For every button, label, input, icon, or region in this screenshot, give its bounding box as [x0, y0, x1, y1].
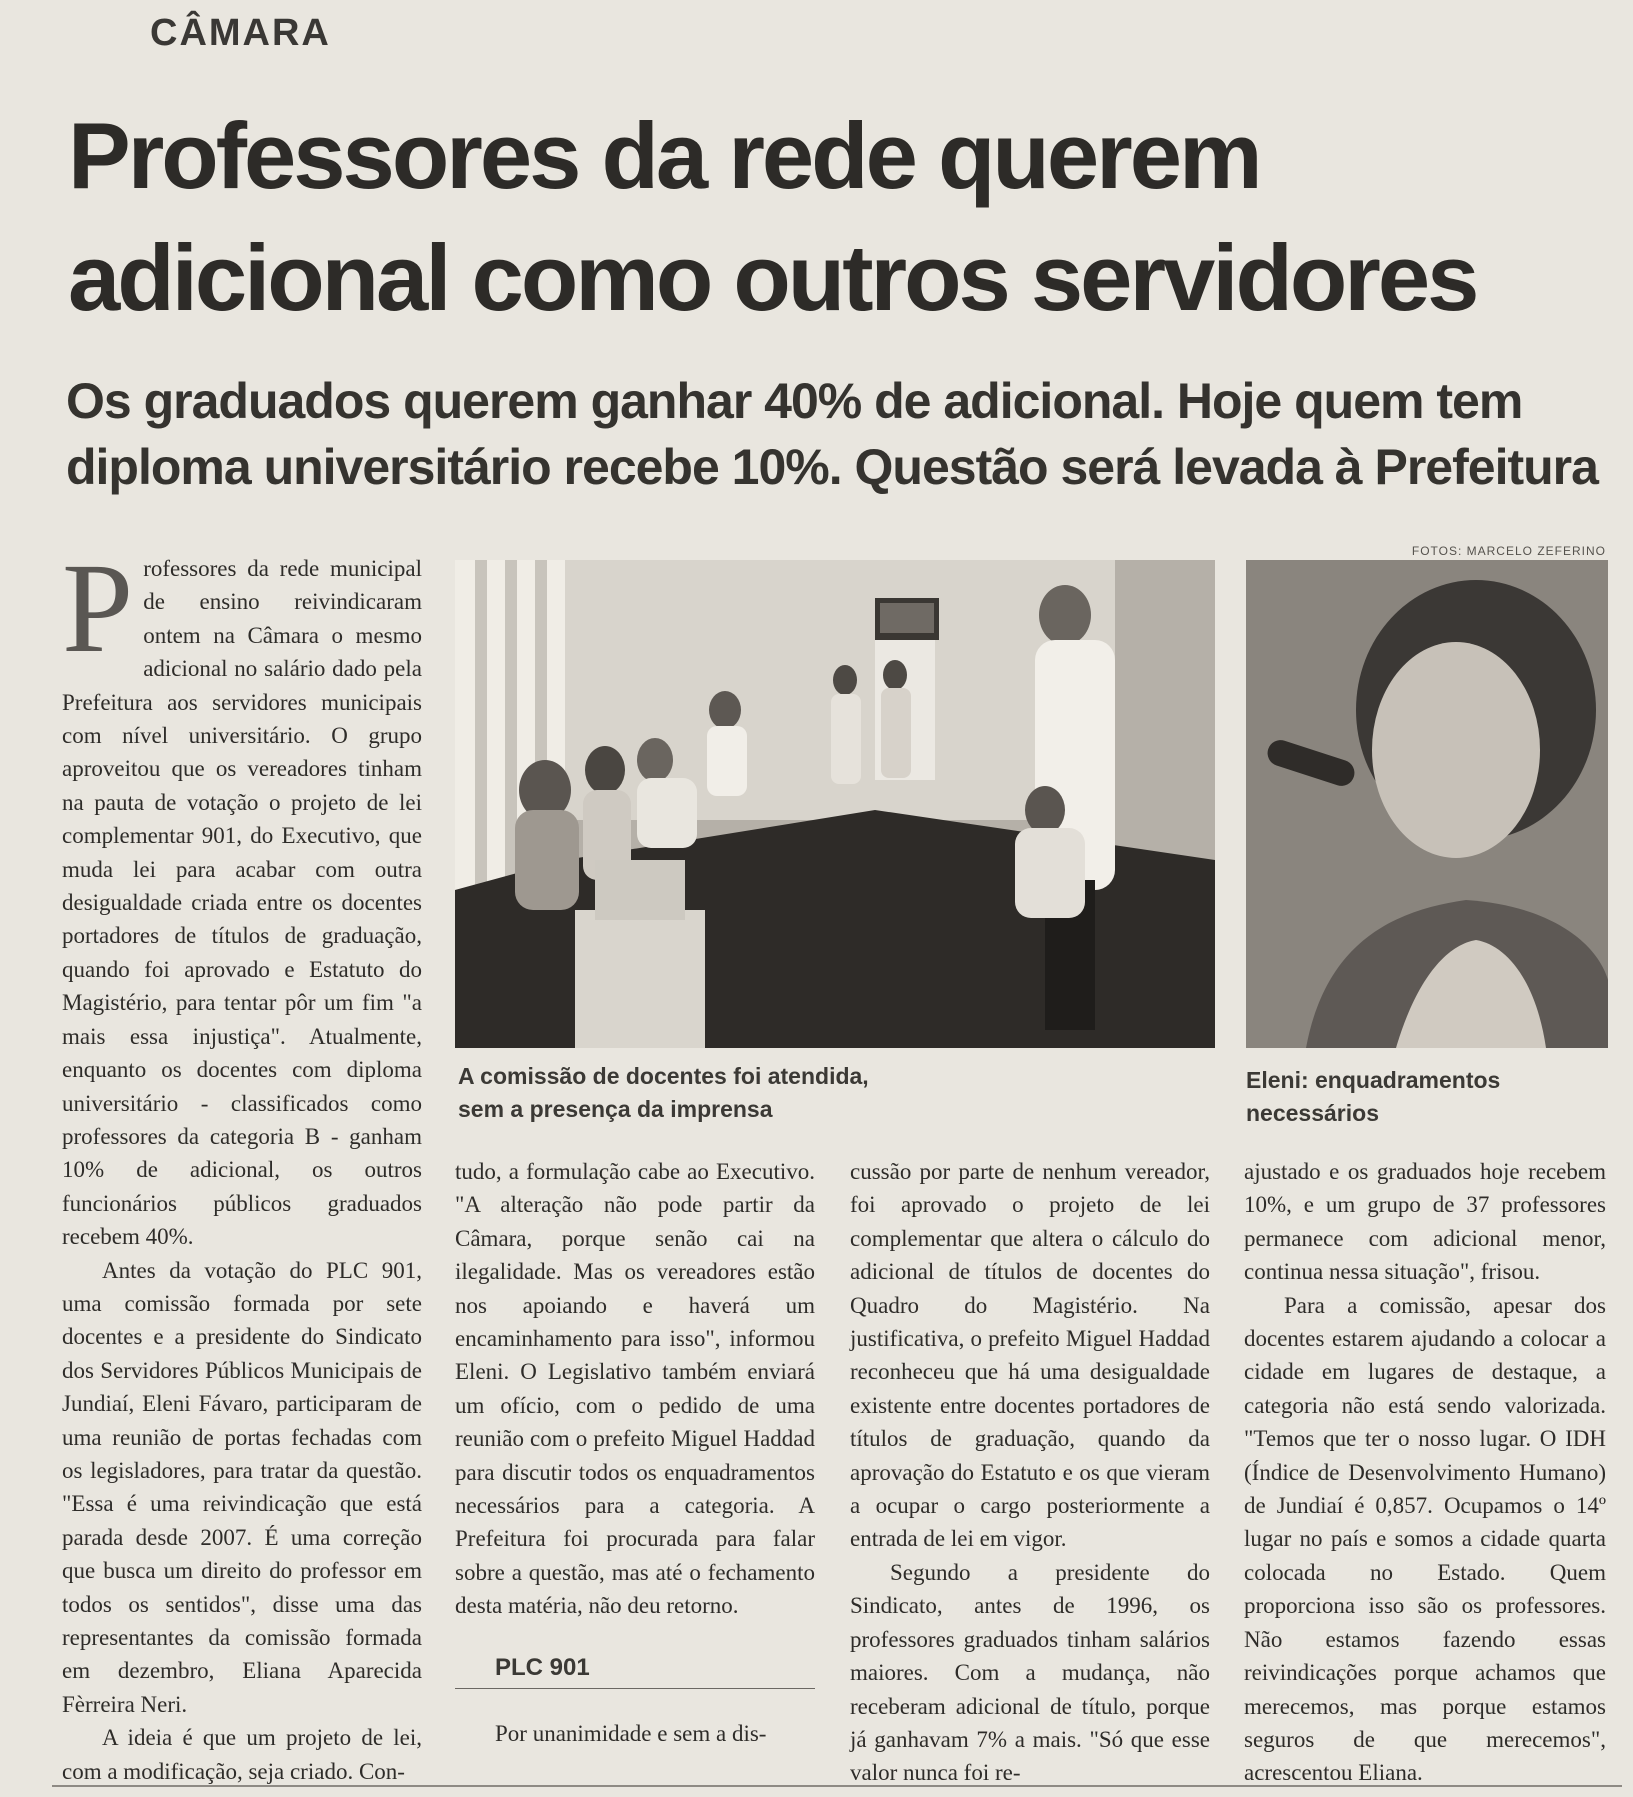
meeting-photo	[455, 560, 1215, 1048]
section-subhead: PLC 901	[455, 1654, 815, 1689]
paragraph: cussão por parte de nenhum vereador, foi aprovado o projeto de lei complementar que altera o cálculo do adicional de títulos de docentes do Quadro do Magistério. Na justificativa, o prefeito Miguel Haddad reconheceu que há uma desigualdade existente entre docentes portadores de títulos de graduação, quando da aprovação do Estatuto e os que vieram a ocupar o cargo posteriormente a entrada de lei em vigor.	[850, 1159, 1210, 1552]
article-column-1	[62, 537, 422, 1788]
article-column-2	[455, 1155, 815, 1623]
paragraph: Antes da votação do PLC 901, uma comissão formada por sete docentes e a presidente do Sindicato dos Servidores Públicos Municipais de Jundiaí, Eleni Fávaro, participaram de uma reunião de portas fechadas com os legisladores, para tratar da questão. "Essa é uma reivindicação que está parada desde 2007. É uma correção que busca um direito do professor em todos os sentidos", disse uma das representantes da comissão formada em dezembro, Eliana Aparecida Fèrreira Neri.	[62, 1257, 422, 1717]
bottom-rule	[52, 1785, 1622, 1787]
drop-cap: P	[62, 537, 134, 679]
photo-caption-main: A comissão de docentes foi atendida, sem a presença da imprensa	[458, 1063, 869, 1122]
paragraph: Segundo a presidente do Sindicato, antes de 1996, os professores graduados tinham salários maiores. Com a mudança, não receberam adicional de título, porque já ganhavam 7% a mais. "Só que esse valor nunca foi re-	[850, 1559, 1210, 1786]
paragraph: Por unanimidade e sem a dis-	[495, 1721, 767, 1746]
deck-subtitle	[66, 368, 1598, 500]
article-column-3	[850, 1155, 1210, 1790]
paragraph: tudo, a formulação cabe ao Executivo. "A alteração não pode partir da Câmara, porque senão cai na ilegalidade. Mas os vereadores estão nos apoiando e haverá um encaminhamento para isso", informou Eleni. O Legislativo também enviará um ofício, com o pedido de uma reunião com o prefeito Miguel Haddad para discutir todos os enquadramentos necessários para a categoria. A Prefeitura foi procurada para falar sobre a questão, mas até o fechamento desta matéria, não deu retorno.	[455, 1159, 815, 1619]
headline	[68, 95, 1608, 339]
photo-caption-eleni: Eleni: enquadramentos necessários	[1246, 1067, 1501, 1126]
article-column-4	[1244, 1155, 1606, 1790]
deck-line-2: diploma universitário recebe 10%. Questão será levada à Prefeitura	[66, 439, 1598, 495]
photo-credit: FOTOS: MARCELO ZEFERINO	[1411, 544, 1606, 558]
paragraph: rofessores da rede municipal de ensino reivindicaram ontem na Câmara o mesmo adicional no salário dado pela Prefeitura aos servidores municipais com nível universitário. O grupo aproveitou que os vereadores tinham na pauta de votação o projeto de lei complementar 901, do Executivo, que muda lei para acabar com outra desigualdade criada entre os docentes portadores de títulos de graduação, quando foi aprovado e Estatuto do Magistério, para tentar pôr um fim "a mais essa injustiça". Atualmente, enquanto os docentes com diploma universitário - classificados como professores da categoria B - ganham 10% de adicional, os outros funcionários públicos graduados recebem 40%.	[62, 556, 422, 1250]
article-column-2-continued	[455, 1717, 815, 1750]
paragraph: A ideia é que um projeto de lei, com a modificação, seja criado. Con-	[62, 1725, 422, 1784]
section-label: CÂMARA	[150, 12, 331, 54]
eleni-photo	[1246, 560, 1608, 1048]
headline-line-1: Professores da rede querem	[68, 103, 1260, 208]
deck-line-1: Os graduados querem ganhar 40% de adicional. Hoje quem tem	[66, 373, 1523, 429]
paragraph: ajustado e os graduados hoje recebem 10%, e um grupo de 37 professores permanece com adicional menor, continua nessa situação", frisou.	[1244, 1159, 1606, 1285]
paragraph: Para a comissão, apesar dos docentes estarem ajudando a colocar a cidade em lugares de destaque, a categoria não está sendo valorizada. "Temos que ter o nosso lugar. O IDH (Índice de Desenvolvimento Humano) de Jundiaí é 0,857. Ocupamos o 14º lugar no país e somos a cidade quarta colocada no Estado. Quem proporciona isso são os professores. Não estamos fazendo essas reivindicações porque achamos que merecemos, mas porque estamos seguros de que merecemos", acrescentou Eliana.	[1244, 1292, 1606, 1786]
headline-line-2: adicional como outros servidores	[68, 225, 1477, 330]
